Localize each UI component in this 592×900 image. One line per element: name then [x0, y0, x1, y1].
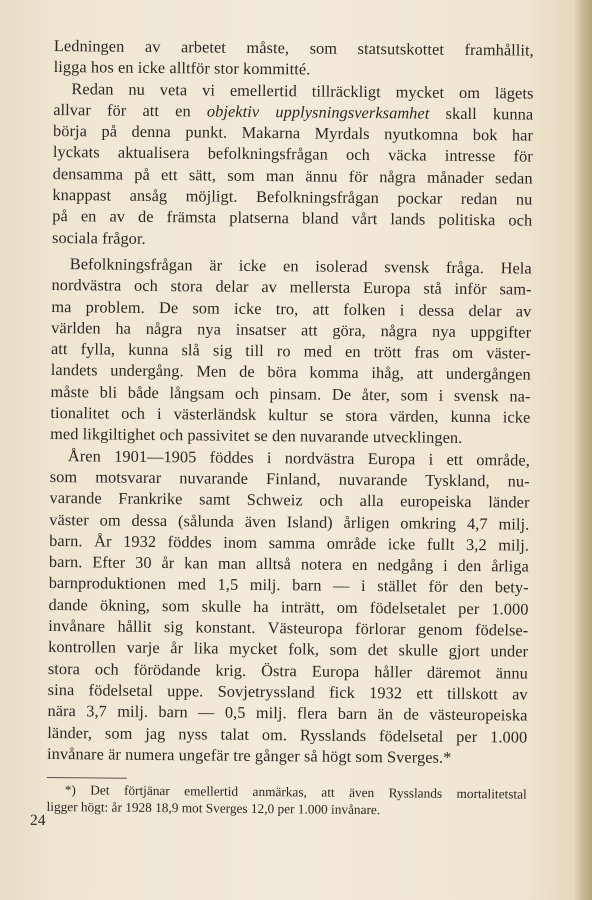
- text-line: stora och förödande krig. Östra Europa håller däremot ännu: [47, 658, 528, 683]
- text-line: väster om dessa (sålunda även Island) årligen omkring 4,7 milj.: [49, 509, 530, 534]
- text-line: Befolkningsfrågan är icke en isolerad svensk fråga. Hela: [69, 254, 532, 278]
- text-line: kontrollen varje år lika mycket folk, som det skulle gjort under: [48, 637, 529, 661]
- text-line: landets undergång. Men de böra komma ihåg, att undergången: [50, 360, 531, 385]
- text-line: densamma på ett sätt, som man ännu för några månader sedan: [52, 163, 533, 188]
- text-line: börja på denna punkt. Makarna Myrdals nyutkomna bok har: [52, 121, 534, 145]
- text-line: världen ha några nya insatser att göra, några nya uppgifter: [51, 317, 532, 342]
- text-line: barn. År 1932 föddes inom samma område icke fullt 3,2 milj.: [49, 530, 530, 555]
- text-line: nordvästra och stora delar av mellersta Europa stå inför sam-: [51, 275, 532, 299]
- text-line: invånare hållit sig konstant. Västeuropa förlorar genom födelse-: [48, 615, 529, 640]
- paragraph-2: [52, 78, 534, 253]
- paragraph-1: [54, 35, 534, 82]
- page-number: 24: [29, 811, 46, 830]
- text-line: Åren 1901—1905 föddes i nordvästra Europa i ett område,: [67, 445, 531, 470]
- footnote-line: *) Det förtjänar emellertid anmärkas, att även Rysslands mortalitetstal: [64, 782, 527, 802]
- text-line: varande Frankrike samt Schweiz och alla europeiska länder: [49, 488, 530, 512]
- text-line: knappast ansåg möjligt. Befolkningsfrågan pockar redan nu: [52, 185, 533, 209]
- text-line: på en av de främsta platserna bland vårt lands politiska och: [52, 206, 533, 230]
- footnote-line: ligger högt: år 1928 18,9 mot Sverges 12,0 per 1.000 invånare.: [46, 799, 381, 818]
- paragraph-4: [47, 445, 530, 769]
- footnote: [47, 781, 527, 820]
- text-line: invånare är numera ungefär tre gånger så högt som Sverges.*: [47, 743, 452, 767]
- text-line: länder, som jag nyss talat om. Rysslands födelsetal per 1.000: [47, 722, 528, 747]
- text-fragment: allvar för att en: [53, 99, 208, 121]
- text-fragment: skall kunna: [429, 103, 534, 124]
- page-edge-shadow: [574, 0, 592, 900]
- footnote-divider: [47, 777, 127, 779]
- text-line: ma problem. De som icke tro, att folken i dessa delar av: [51, 296, 532, 321]
- text-line: ligga hos en icke alltför stor kommitté.: [53, 57, 311, 79]
- text-line: dande ökning, som skulle ha inträtt, om födelsetalet per 1.000: [48, 594, 529, 619]
- page-text: [47, 35, 534, 820]
- text-line: som motsvarar nuvarande Finland, nuvarande Tyskland, nu-: [49, 466, 530, 491]
- text-line: med likgiltighet och passivitet se den nuvarande utvecklingen.: [50, 424, 463, 448]
- text-line: barn. Efter 30 år kan man alltså notera en nedgång i den årliga: [48, 552, 530, 576]
- paragraph-3: [50, 253, 532, 449]
- text-line: måste bli både långsam och pinsam. De åter, som i svensk na-: [50, 381, 531, 406]
- text-line: sina födelsetal uppe. Sovjetryssland fick 1932 ett tillskott av: [47, 679, 528, 704]
- text-line: barnproduktionen med 1,5 milj. barn — i stället för den bety-: [48, 573, 529, 598]
- text-line: att fylla, kunna slå sig till ro med en trött fras om väster-: [50, 339, 532, 363]
- text-line: lyckats aktualisera befolkningsfrågan och väcka intresse för: [52, 142, 533, 167]
- text-line: Redan nu veta vi emellertid tillräckligt mycket om lägets: [71, 78, 534, 103]
- text-line: nära 3,7 milj. barn — 0,5 milj. flera barn än de västeuropeiska: [47, 701, 528, 725]
- text-line: tionalitet och i västerländsk kultur se stora värden, kunna icke: [50, 403, 531, 427]
- text-line: sociala frågor.: [51, 227, 146, 248]
- italic-phrase: objektiv upplysningsverksamhet: [206, 101, 430, 123]
- text-line: Ledningen av arbetet måste, som statsutskottet framhållit,: [53, 35, 534, 60]
